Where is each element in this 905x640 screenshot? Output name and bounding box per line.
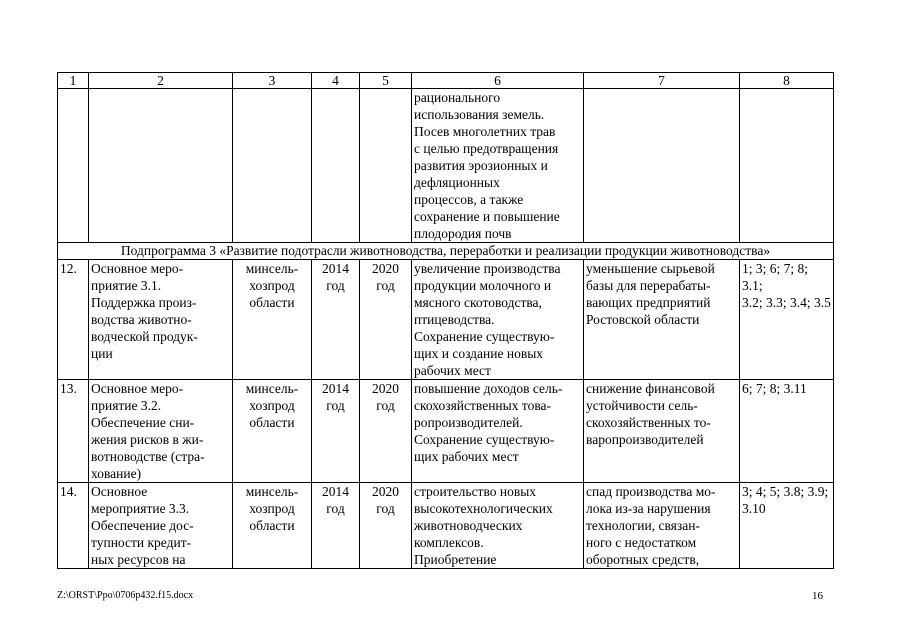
- indicator-links: 6; 7; 8; 3.11: [740, 380, 834, 483]
- indicator-links: 1; 3; 6; 7; 8; 3.1; 3.2; 3.3; 3.4; 3.5: [740, 260, 834, 380]
- consequence: спад производства мо- лока из-за нарушения технологии, связан- ного с недостатком оборотных средств,: [584, 483, 740, 569]
- row-number: 12.: [58, 260, 89, 380]
- end-year: 2020 год: [360, 260, 412, 380]
- header-cell: 3: [233, 73, 312, 89]
- activity-name: Основное меро- приятие 3.1. Поддержка произ- водства животно- водческой продук- ции: [89, 260, 233, 380]
- expected-result: увеличение производства продукции молочного и мясного скотоводства, птицеводства. Сохранение существую- щих и создание новых рабочих мест: [412, 260, 584, 380]
- page-number: 16: [812, 590, 823, 602]
- activities-table: [57, 72, 834, 569]
- table-row: [58, 260, 834, 380]
- header-cell: 6: [412, 73, 584, 89]
- empty-cell: [312, 89, 360, 243]
- result-cell: рационального использования земель. Посев многолетних трав с целью предотвращения развития эрозионных и дефляционных процессов, а также сохранение и повышение плодородия почв: [412, 89, 584, 243]
- start-year: 2014 год: [312, 260, 360, 380]
- header-cell: 4: [312, 73, 360, 89]
- indicator-links: 3; 4; 5; 3.8; 3.9; 3.10: [740, 483, 834, 569]
- empty-cell: [360, 89, 412, 243]
- empty-cell: [584, 89, 740, 243]
- header-cell: 7: [584, 73, 740, 89]
- header-cell: 5: [360, 73, 412, 89]
- header-row: [58, 73, 834, 89]
- header-cell: 2: [89, 73, 233, 89]
- footer-file-path: Z:\ORST\Ppo\0706p432.f15.docx: [57, 590, 194, 601]
- executor: минсель- хозпрод области: [233, 380, 312, 483]
- end-year: 2020 год: [360, 380, 412, 483]
- empty-cell: [58, 89, 89, 243]
- row-number: 14.: [58, 483, 89, 569]
- start-year: 2014 год: [312, 483, 360, 569]
- expected-result: строительство новых высокотехнологических животноводческих комплексов. Приобретение: [412, 483, 584, 569]
- activity-name: Основное меро- приятие 3.2. Обеспечение сни- жения рисков в жи- вотноводстве (стра- хование): [89, 380, 233, 483]
- subprogram-row: [58, 243, 834, 260]
- header-cell: 1: [58, 73, 89, 89]
- header-cell: 8: [740, 73, 834, 89]
- start-year: 2014 год: [312, 380, 360, 483]
- expected-result: повышение доходов сель- скохозяйственных това- ропроизводителей. Сохранение существую- щих рабочих мест: [412, 380, 584, 483]
- continuation-row: [58, 89, 834, 243]
- executor: минсель- хозпрод области: [233, 260, 312, 380]
- subprogram-title: Подпрограмма 3 «Развитие подотрасли животноводства, переработки и реализации продукции животноводства»: [58, 243, 834, 260]
- empty-cell: [89, 89, 233, 243]
- row-number: 13.: [58, 380, 89, 483]
- table-row: [58, 483, 834, 569]
- executor: минсель- хозпрод области: [233, 483, 312, 569]
- end-year: 2020 год: [360, 483, 412, 569]
- activity-name: Основное мероприятие 3.3. Обеспечение дос- тупности кредит- ных ресурсов на: [89, 483, 233, 569]
- empty-cell: [740, 89, 834, 243]
- consequence: снижение финансовой устойчивости сель- скохозяйственных то- варопроизводителей: [584, 380, 740, 483]
- consequence: уменьшение сырьевой базы для перерабаты- вающих предприятий Ростовской области: [584, 260, 740, 380]
- table-row: [58, 380, 834, 483]
- empty-cell: [233, 89, 312, 243]
